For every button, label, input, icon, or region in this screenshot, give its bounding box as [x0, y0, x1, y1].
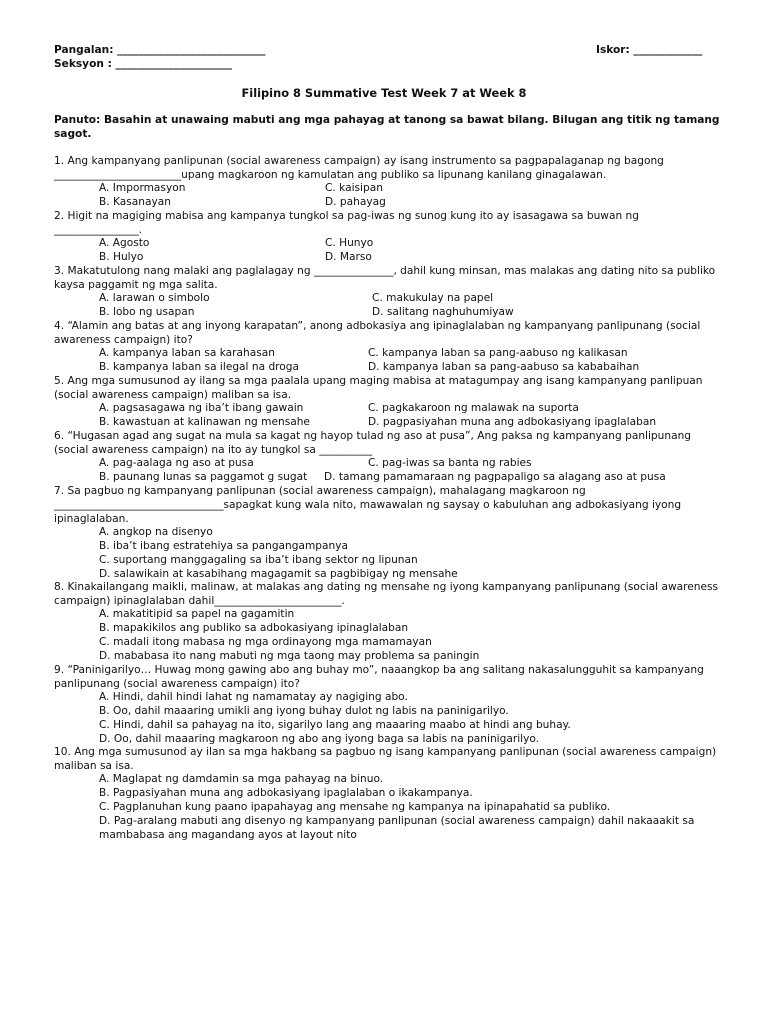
q8-option-c[interactable]: C. madali itong mabasa ng mga ordinayong mga mamamayan — [99, 636, 432, 648]
q3-option-d[interactable]: D. salitang naghuhumiyaw — [372, 306, 514, 318]
q2-option-d[interactable]: D. Marso — [325, 251, 372, 263]
q5-option-a[interactable]: A. pagsasagawa ng iba’t ibang gawain — [99, 402, 304, 414]
q8-option-d[interactable]: D. mababasa ito nang mabuti ng mga taong may problema sa paningin — [99, 650, 480, 662]
question-3: 3. Makatutulong nang malaki ang paglalagay ng _______________, dahil kung minsan, mas malakas ang dating nito sa publiko kaysa paggamit ng mga salita. — [54, 265, 716, 291]
q2-option-a[interactable]: A. Agosto — [99, 237, 150, 249]
q9-option-d[interactable]: D. Oo, dahil maaaring magkaroon ng abo ang iyong baga sa labis na paninigarilyo. — [99, 733, 540, 745]
q7-option-d[interactable]: D. salawikain at kasabihang magagamit sa pagbibigay ng mensahe — [99, 568, 458, 580]
question-7: 7. Sa pagbuo ng kampanyang panlipunan (social awareness campaign), mahalagang magkaroon ng ________________________________sapagkat kung wala nito, mawawalan ng saysay o kabuluhan ang adbokasiyang iyong ipinaglalaban. — [54, 485, 682, 525]
q3-option-a[interactable]: A. larawan o simbolo — [99, 292, 210, 304]
q1-option-d[interactable]: D. pahayag — [325, 196, 386, 208]
question-6: 6. “Hugasan agad ang sugat na mula sa kagat ng hayop tulad ng aso at pusa”, Ang paksa ng kampanyang panlipunang (social awareness campaign) na ito ay tungkol sa __________ — [54, 430, 692, 456]
q1-option-b[interactable]: B. Kasanayan — [99, 196, 171, 208]
q1-option-c[interactable]: C. kaisipan — [325, 182, 383, 194]
q6-option-a[interactable]: A. pag-aalaga ng aso at pusa — [99, 457, 254, 469]
q2-option-b[interactable]: B. Hulyo — [99, 251, 144, 263]
q8-option-b[interactable]: B. mapakikilos ang publiko sa adbokasiyang ipinaglalaban — [99, 622, 409, 634]
question-5: 5. Ang mga sumusunod ay ilang sa mga paalala upang maging mabisa at matagumpay ang isang kampanyang panlipuan (social awareness campaign) maliban sa isa. — [54, 375, 703, 401]
q3-option-b[interactable]: B. lobo ng usapan — [99, 306, 195, 318]
question-4: 4. “Alamin ang batas at ang inyong karapatan”, anong adbokasiya ang ipinaglalaban ng kampanyang panlipunang (social awareness campaign) ito? — [54, 320, 701, 346]
q10-option-b[interactable]: B. Pagpasiyahan muna ang adbokasiyang ipaglalaban o ikakampanya. — [99, 787, 473, 799]
question-2: 2. Higit na magiging mabisa ang kampanya tungkol sa pag-iwas ng sunog kung ito ay isasagawa sa buwan ng ________________. — [54, 210, 639, 236]
q10-option-a[interactable]: A. Maglapat ng damdamin sa mga pahayag na binuo. — [99, 773, 384, 785]
question-9: 9. “Paninigarilyo… Huwag mong gawing abo ang buhay mo”, naaangkop ba ang salitang nakasalungguhit sa kampanyang panlipunang (social awareness campaign) ito? — [54, 664, 704, 690]
instructions: Panuto: Basahin at unawaing mabuti ang mga pahayag at tanong sa bawat bilang. Bilugan ang titik ng tamang sagot. — [54, 114, 720, 140]
q4-option-a[interactable]: A. kampanya laban sa karahasan — [99, 347, 275, 359]
section-field-label: Seksyon : ______________________ — [54, 58, 233, 70]
page-title: Filipino 8 Summative Test Week 7 at Week 8 — [241, 86, 527, 100]
q10-option-c[interactable]: C. Pagplanuhan kung paano ipapahayag ang mensahe ng kampanya na ipinapahatid sa publiko. — [99, 801, 611, 813]
score-field-label: Iskor: _____________ — [596, 44, 703, 56]
q1-option-a[interactable]: A. Impormasyon — [99, 182, 186, 194]
q5-option-d[interactable]: D. pagpasiyahan muna ang adbokasiyang ipaglalaban — [368, 416, 657, 428]
question-8: 8. Kinakailangang maikli, malinaw, at malakas ang dating ng mensahe ng iyong kampanyang panlipunang (social awareness campaign) ipinaglalaban dahil________________________. — [54, 581, 719, 607]
q9-option-b[interactable]: B. Oo, dahil maaaring umikli ang iyong buhay dulot ng labis na paninigarilyo. — [99, 705, 509, 717]
q2-option-c[interactable]: C. Hunyo — [325, 237, 374, 249]
q10-option-d[interactable]: D. Pag-aralang mabuti ang disenyo ng kampanyang panlipunan (social awareness campaign) dahil nakaaakit sa mambabasa ang magandang ayos at layout nito — [99, 815, 695, 841]
q7-option-a[interactable]: A. angkop na disenyo — [99, 526, 213, 538]
q9-option-c[interactable]: C. Hindi, dahil sa pahayag na ito, sigarilyo lang ang maaaring maabo at hindi ang buhay. — [99, 719, 571, 731]
q9-option-a[interactable]: A. Hindi, dahil hindi lahat ng namamatay ay nagiging abo. — [99, 691, 408, 703]
q4-option-b[interactable]: B. kampanya laban sa ilegal na droga — [99, 361, 299, 373]
q5-option-c[interactable]: C. pagkakaroon ng malawak na suporta — [368, 402, 579, 414]
q4-option-d[interactable]: D. kampanya laban sa pang-aabuso sa kababaihan — [368, 361, 640, 373]
q8-option-a[interactable]: A. makatitipid sa papel na gagamitin — [99, 608, 295, 620]
q4-option-c[interactable]: C. kampanya laban sa pang-aabuso ng kalikasan — [368, 347, 628, 359]
q6-option-d[interactable]: D. tamang pamamaraan ng pagpapaligo sa alagang aso at pusa — [324, 471, 666, 483]
q6-option-c[interactable]: C. pag-iwas sa banta ng rabies — [368, 457, 532, 469]
q7-option-c[interactable]: C. suportang manggagaling sa iba’t ibang sektor ng lipunan — [99, 554, 418, 566]
name-field-label: Pangalan: ____________________________ — [54, 44, 266, 56]
q6-option-b[interactable]: B. paunang lunas sa paggamot g sugat — [99, 471, 308, 483]
q5-option-b[interactable]: B. kawastuan at kalinawan ng mensahe — [99, 416, 310, 428]
q7-option-b[interactable]: B. iba’t ibang estratehiya sa pangangampanya — [99, 540, 348, 552]
q3-option-c[interactable]: C. makukulay na papel — [372, 292, 494, 304]
question-1: 1. Ang kampanyang panlipunan (social awareness campaign) ay isang instrumento sa pagpapalaganap ng bagong ________________________upang magkaroon ng kamulatan ang publiko sa lipunang kanilang ginagalawan. — [54, 155, 664, 181]
question-10: 10. Ang mga sumusunod ay ilan sa mga hakbang sa pagbuo ng isang kampanyang panlipunan (social awareness campaign) maliban sa isa. — [54, 746, 717, 772]
